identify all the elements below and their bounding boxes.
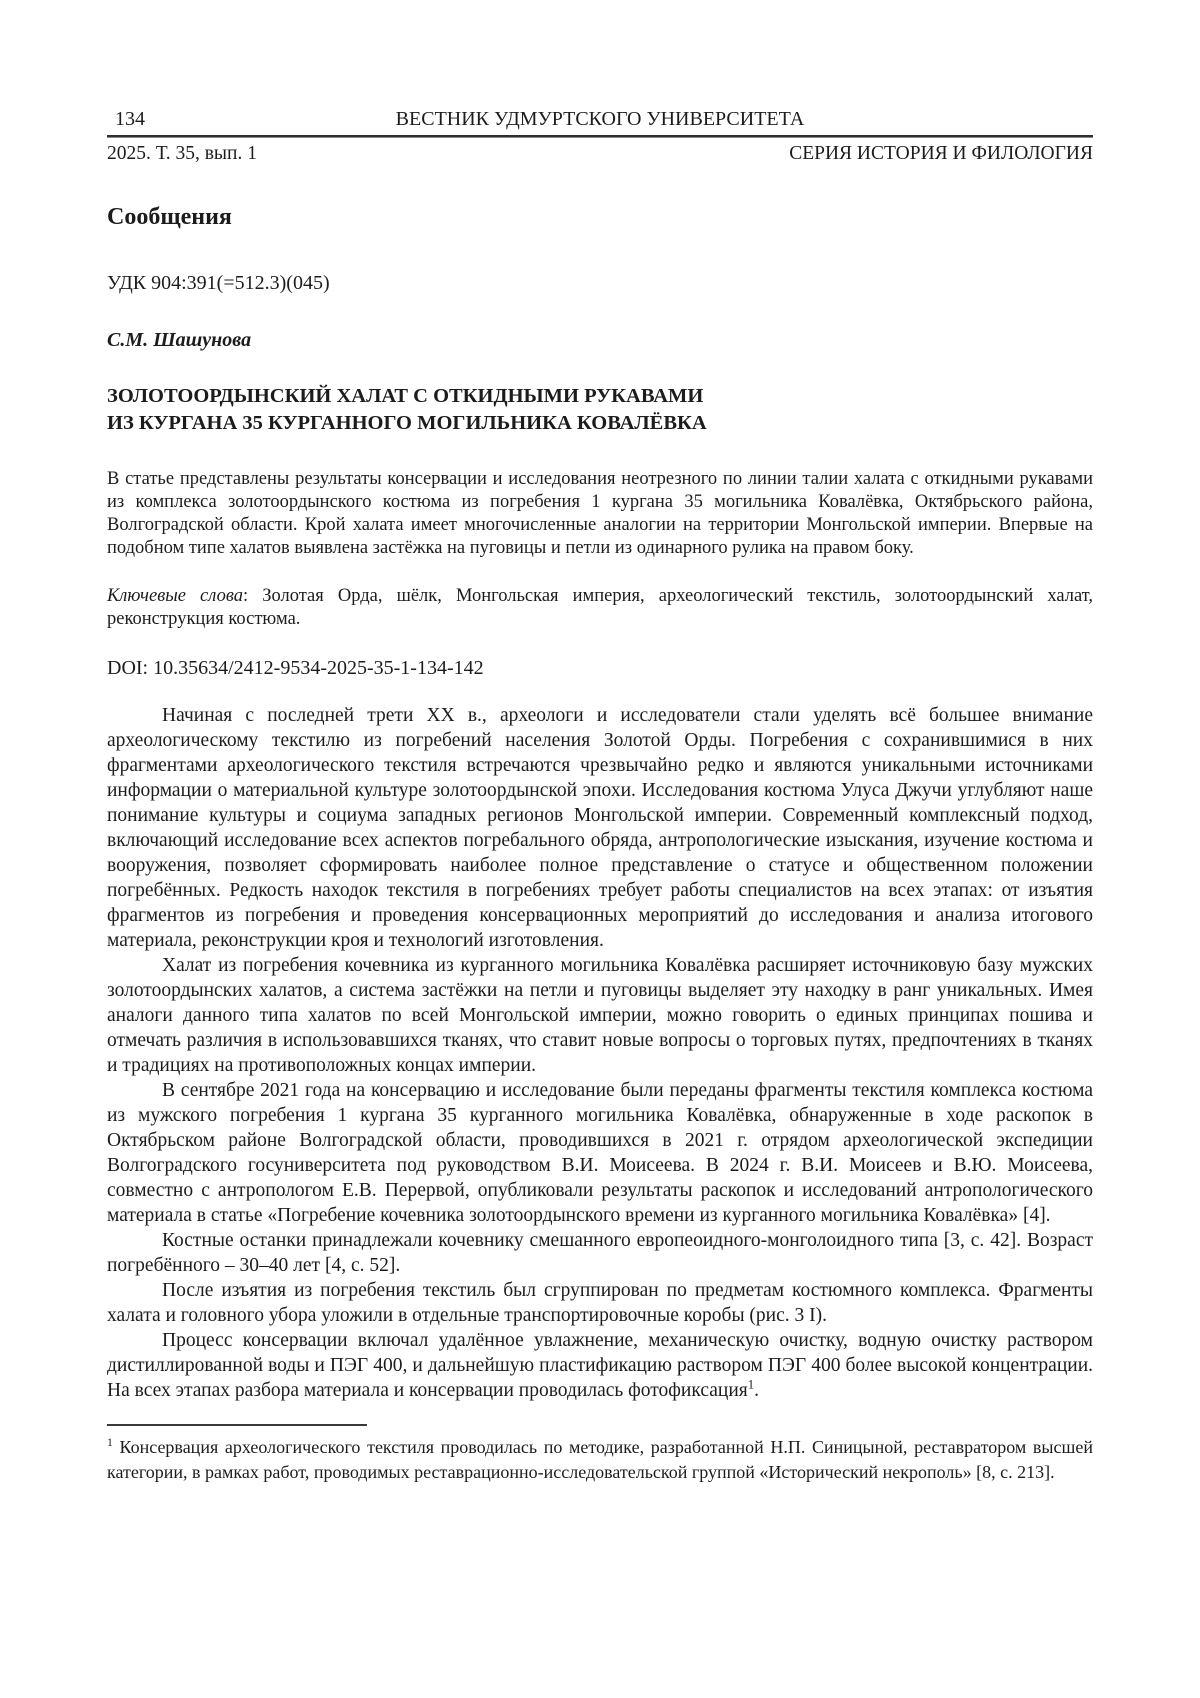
keywords-text: : Золотая Орда, шёлк, Монгольская империя, археологический текстиль, золотоордынский халат, реконструкция костюма. <box>107 586 1093 629</box>
series-name: СЕРИЯ ИСТОРИЯ И ФИЛОЛОГИЯ <box>789 143 1093 164</box>
section-heading: Сообщения <box>107 204 232 230</box>
running-head-top <box>107 106 1093 132</box>
footnote-marker: 1 <box>107 1436 113 1449</box>
article-title-line1: ЗОЛОТООРДЫНСКИЙ ХАЛАТ С ОТКИДНЫМИ РУКАВАМИ <box>107 385 704 407</box>
issue-info: 2025. Т. 35, вып. 1 <box>107 143 257 164</box>
doi: DOI: 10.35634/2412-9534-2025-35-1-134-142 <box>107 657 484 679</box>
running-head-bottom <box>107 141 1093 167</box>
abstract: В статье представлены результаты консервации и исследования неотрезного по линии талии халата с откидными рукавами из комплекса золотоордынского костюма из погребения 1 кургана 35 могильника Ковалёвка, Октябрьского района, Волгоградской области. Крой халата имеет многочисленные аналогии на территории Монгольской империи. Впервые на подобном типе халатов выявлена застёжка на пуговицы и петли из одинарного рулика на правом боку. <box>107 469 1093 558</box>
body-paragraph-text: . <box>754 1380 759 1401</box>
keywords-label: Ключевые слова <box>107 586 243 606</box>
body-paragraph: Костные останки принадлежали кочевнику смешанного европеоидного-монголоидного типа [3, с. 42]. Возраст погребённого – 30–40 лет [4, с. 52]. <box>107 1230 1093 1276</box>
body-paragraph: Халат из погребения кочевника из курганного могильника Ковалёвка расширяет источниковую базу мужских золотоордынских халатов, а система застёжки на петли и пуговицы выделяет эту находку в ранг уникальных. Имея аналоги данного типа халатов по всей Монгольской империи, можно говорить о единых принципах пошива и отмечать различия в использовавшихся тканях, что ставит новые вопросы о торговых путях, предпочтениях в тканях и традициях на противоположных концах империи. <box>107 955 1093 1076</box>
footnote-reference: 1 <box>747 1377 755 1392</box>
page-number: 134 <box>115 108 145 130</box>
footnote-divider <box>107 1424 367 1426</box>
body-paragraph: После изъятия из погребения текстиль был сгруппирован по предметам костюмного комплекса. Фрагменты халата и головного убора уложили в отдельные транспортировочные коробы (рис. 3 I). <box>107 1280 1093 1326</box>
journal-title: ВЕСТНИК УДМУРТСКОГО УНИВЕРСИТЕТА <box>395 108 805 130</box>
footnote-text: Консервация археологического текстиля проводилась по методике, разработанной Н.П. Синицыной, реставратором высшей категории, в рамках работ, проводимых реставрационно-исследовательской группой «Исторический некрополь» [8, с. 213]. <box>107 1437 1093 1482</box>
article-title-line2: ИЗ КУРГАНА 35 КУРГАННОГО МОГИЛЬНИКА КОВАЛЁВКА <box>107 412 707 434</box>
body-paragraph-text: Процесс консервации включал удалённое увлажнение, механическую очистку, водную очистку раствором дистиллированной воды и ПЭГ 400, и дальнейшую пластификацию раствором ПЭГ 400 более высокой концентрации. На всех этапах разбора материала и консервации проводилась фотофиксация <box>107 1330 1093 1401</box>
keywords <box>107 585 1093 631</box>
author-name: С.М. Шашунова <box>107 329 252 351</box>
udc-code: УДК 904:391(=512.3)(045) <box>107 272 330 294</box>
body-paragraph: В сентябре 2021 года на консервацию и исследование были переданы фрагменты текстиля комплекса костюма из мужского погребения 1 кургана 35 курганного могильника Ковалёвка, обнаруженные в ходе раскопок в Октябрьском районе Волгоградской области, проводившихся в 2021 г. отрядом археологической экспедиции Волгоградского госуниверситета под руководством В.И. Моисеева. В 2024 г. В.И. Моисеев и В.Ю. Моисеева, совместно с антропологом Е.В. Перервой, опубликовали результаты раскопок и исследований антропологического материала в статье «Погребение кочевника золотоордынского времени из курганного могильника Ковалёвка» [4]. <box>107 1080 1093 1226</box>
article-body <box>107 703 1093 1403</box>
footnote <box>107 1435 1093 1485</box>
header-divider <box>107 135 1093 138</box>
article-title <box>107 383 1093 437</box>
body-paragraph <box>107 1328 1093 1403</box>
body-paragraph: Начиная с последней трети XX в., археологи и исследователи стали уделять всё большее внимание археологическому текстилю из погребений населения Золотой Орды. Погребения с сохранившимися в них фрагментами археологического текстиля встречаются чрезвычайно редко и являются уникальными источниками информации о материальной культуре золотоордынской эпохи. Исследования костюма Улуса Джучи углубляют наше понимание культуры и социума западных регионов Монгольской империи. Современный комплексный подход, включающий исследование всех аспектов погребального обряда, антропологические изыскания, изучение костюма и вооружения, позволяет сформировать наиболее полное представление о статусе и общественном положении погребённых. Редкость находок текстиля в погребениях требует работы специалистов на всех этапах: от изъятия фрагментов из погребения и проведения консервационных мероприятий до исследования и анализа итогового материала, реконструкции кроя и технологий изготовления. <box>107 705 1093 951</box>
